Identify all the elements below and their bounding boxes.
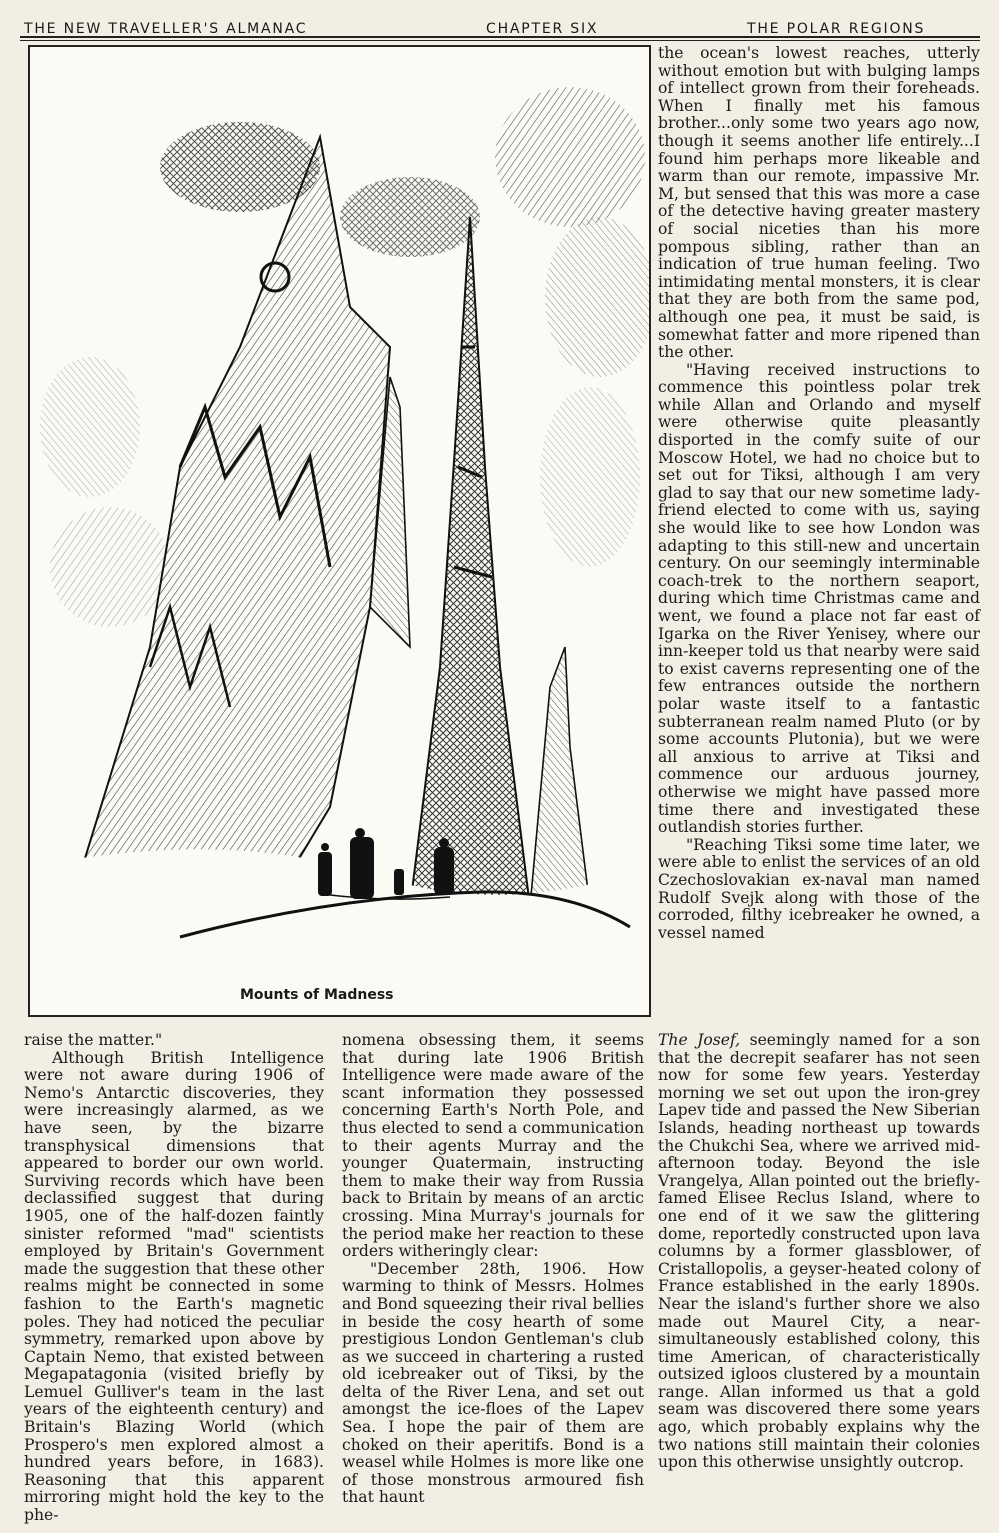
paragraph: nomena obsessing them, it seems that during late 1906 British Intelligence were made aware of the scant information they possessed concerning Earth's North Pole, and thus elected to send a communication to their agents Murray and the younger Quatermain, instructing them to make their way from Russia back to Britain by means of an arctic crossing. Mina Murray's journals for the period make her reaction to these orders witheringly clear: — [342, 1031, 644, 1261]
header-rule — [20, 36, 980, 38]
paragraph: raise the matter." — [24, 1031, 163, 1049]
header-rule-thin — [20, 40, 980, 41]
mountains-illustration — [30, 47, 649, 1015]
figure-caption: Mounts of Madness — [240, 987, 394, 1003]
right-column — [658, 45, 980, 942]
paragraph: the ocean's lowest reaches, utterly without emotion but with bulging lamps of intellect grown from their foreheads. When I finally met his famous brother...only some two years ago now, though it seems another life entirely...I found him perhaps more likeable and warm than our remote, impassive Mr. M, but sensed that this was more a case of the detective having greater mastery of social niceties than his more pompous sibling, rather than an indication of true human feeling. Two intimidating mental monsters, it is clear that they are both from the same pod, although one pea, it must be said, is somewhat fatter and more ripened than the other. — [658, 44, 980, 362]
paragraph: "Having received instructions to commence this pointless polar trek while Allan and Orlando and myself were otherwise quite pleasantly disported in the comfy suite of our Moscow Hotel, we had no choice but to set out for Tiksi, although I am very glad to say that our new sometime lady-friend elected to come with us, saying she would like to see how London was adapting to this still-new and uncertain century. On our seemingly interminable coach-trek to the northern seaport, during which time Christmas came and went, we found a place not far east of Igarka on the River Yenisey, where our inn-keeper told us that nearby were said to exist caverns representing one of the few entrances outside the northern polar waste itself to a fantastic subterranean realm named Pluto (or by some accounts Plutonia), but we were all anxious to arrive at Tiksi and commence our arduous journey, otherwise we might have passed more time there and investigated these outlandish stories further. — [658, 360, 980, 837]
bottom-column-2 — [342, 1032, 644, 1507]
ship-name: The Josef, — [658, 1031, 741, 1049]
bottom-column-1 — [24, 1032, 324, 1525]
book-title: THE NEW TRAVELLER'S ALMANAC — [24, 21, 308, 37]
paragraph — [658, 1032, 980, 1472]
bottom-column-3 — [658, 1032, 980, 1472]
paragraph: Although British Intelligence were not aware during 1906 of Nemo's Antarctic discoveries, they were increasingly alarmed, as we have seen, by the bizarre transphysical dimensions that appeared to border our own world. Surviving records which have been declassified suggest that during 1905, one of the half-dozen faintly sinister reformed "mad" scientists employed by Britain's Government made the suggestion that these other realms might be connected in some fashion to the Earth's magnetic poles. They had noticed the peculiar symmetry, remarked upon above by Captain Nemo, that existed between Megapatagonia (visited briefly by Lemuel Gulliver's team in the last years of the eighteenth century) and Britain's Blazing World (which Prospero's men explored almost a hundred years before, in 1683). Reasoning that this apparent mirroring might hold the key to the phe- — [24, 1048, 324, 1525]
paragraph: "Reaching Tiksi some time later, we were able to enlist the services of an old Czechoslovakian ex-naval man named Rudolf Svejk along with those of the corroded, filthy icebreaker he owned, a vessel named — [658, 835, 980, 942]
paragraph-text: seemingly named for a son that the decrepit seafarer has not seen now for some few years. Yesterday morning we set out upon the iron-grey Lapev tide and passed the New Siberian Islands, heading northeast up towards the Chukchi Sea, where we arrived mid-afternoon today. Beyond the isle Vrangelya, Allan pointed out the briefly-famed Elisee Reclus Island, where to one end of it we saw the glittering dome, reportedly constructed upon lava columns by a former glassblower, of Cristallopolis, a geyser-heated colony of France established in the early 1890s. Near the island's further shore we also made out Maurel City, a near-simultaneously established colony, this time American, of characteristically outsized igloos clustered by a mountain range. Allan informed us that a gold seam was discovered there some years ago, which probably explains why the two nations still maintain their colonies upon this otherwise unsightly outcrop. — [658, 1031, 980, 1472]
chapter-label: CHAPTER SIX — [486, 21, 599, 37]
section-label: THE POLAR REGIONS — [747, 21, 926, 37]
illustration-frame — [28, 45, 651, 1017]
paragraph: "December 28th, 1906. How warming to think of Messrs. Holmes and Bond squeezing their rival bellies in beside the cosy hearth of some prestigious London Gentleman's club as we succeed in chartering a rusted old icebreaker out of Tiksi, by the delta of the River Lena, and set out amongst the ice-floes of the Lapev Sea. I hope the pair of them are choked on their aperitifs. Bond is a weasel while Holmes is more like one of those monstrous armoured fish that haunt — [342, 1259, 644, 1507]
right-spire — [410, 217, 530, 907]
